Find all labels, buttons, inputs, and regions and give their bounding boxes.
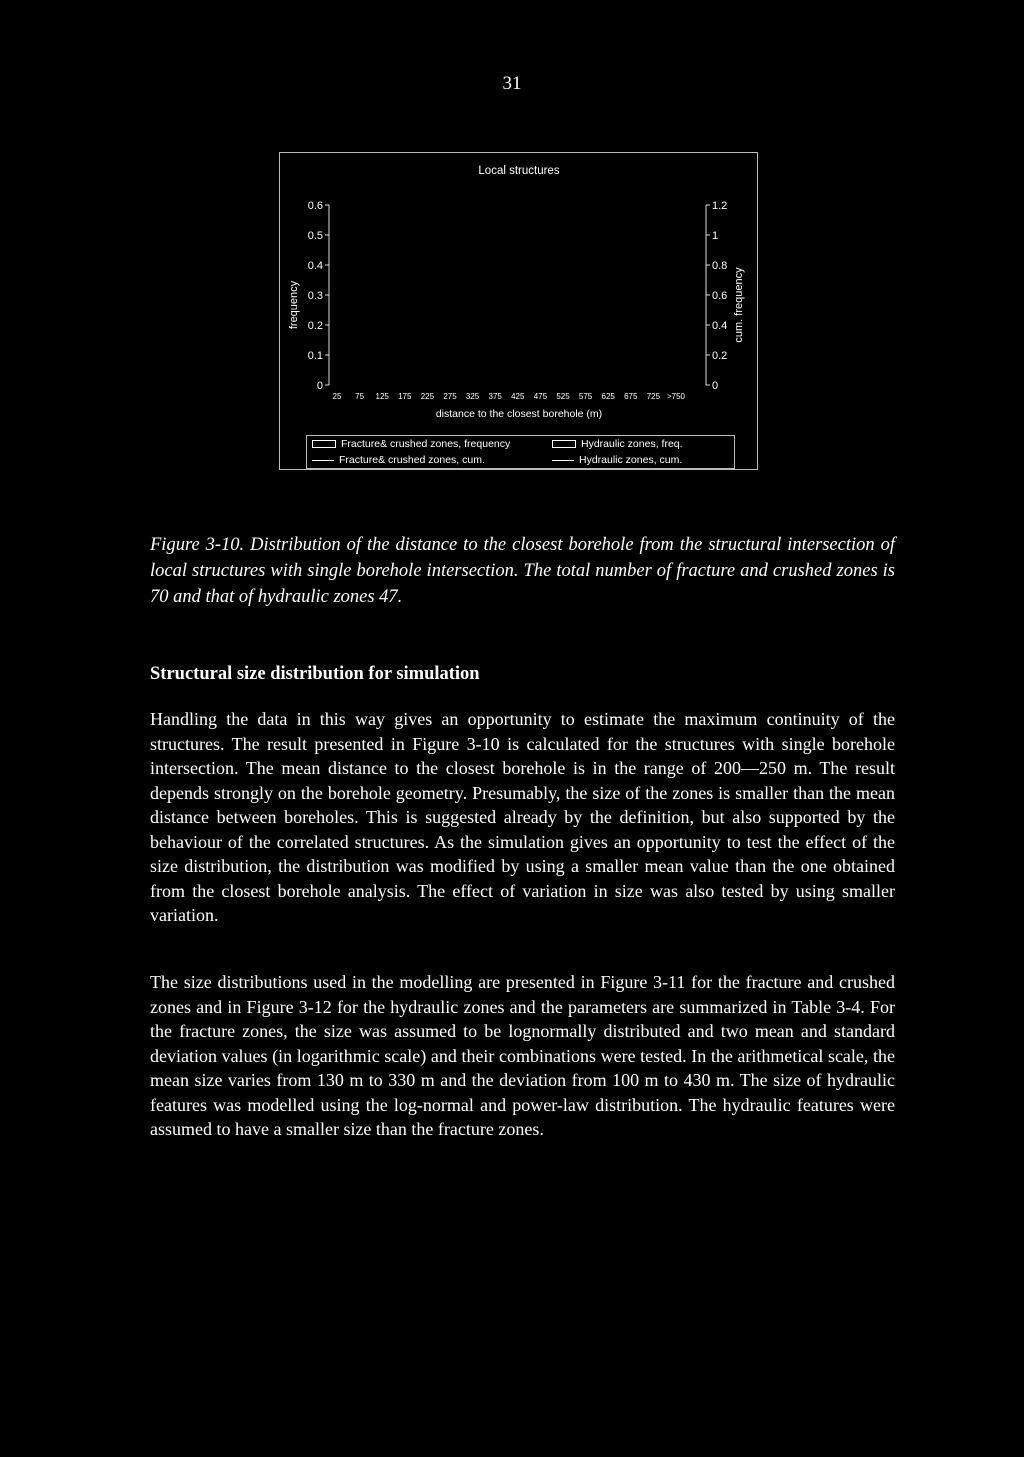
page-number: 31 — [502, 73, 522, 94]
body-paragraph: Handling the data in this way gives an opportunity to estimate the maximum continuity of the structures. The result presented in Figure 3-10 is calculated for the structures with single borehole intersection. The mean distance to the closest borehole is in the range of 200—250 m. The result depends strongly on the borehole geometry. Presumably, the size of the zones is smaller than the mean distance between boreholes. This is suggested already by the definition, but also supported by the behaviour of the correlated structures. As the simulation gives an opportunity to test the effect of the size distribution, the distribution was modified by using a smaller mean value than the one obtained from the closest borehole analysis. The effect of variation in size was also tested by using smaller variation. — [150, 709, 895, 925]
y2-tick-label: 0 — [712, 380, 719, 392]
x-tick-label: 675 — [624, 392, 638, 401]
chart-plot — [280, 153, 759, 471]
legend-item-fracture-frequency — [312, 438, 510, 450]
section-heading: Structural size distribution for simulation — [150, 664, 480, 684]
figure-caption: Figure 3-10. Distribution of the distance to the closest borehole from the structural intersection of local structures with single borehole intersection. The total number of fracture and crushed zones is 70 and that of hydraulic zones 47. — [150, 535, 895, 607]
y2-tick-label: 0.6 — [712, 290, 728, 302]
chart-legend — [306, 435, 735, 469]
y2-axis-label: cum. frequency — [733, 267, 745, 343]
legend-swatch-bar-icon — [552, 440, 576, 448]
y2-tick-label: 1.2 — [712, 200, 728, 212]
y-tick-label: 0 — [316, 380, 323, 392]
y2-tick-label: 1 — [712, 230, 719, 242]
legend-label: Fracture& crushed zones, cum. — [339, 454, 485, 466]
x-axis-label: distance to the closest borehole (m) — [435, 408, 603, 420]
x-tick-label: 225 — [420, 392, 435, 401]
x-tick-label: 325 — [465, 392, 480, 401]
x-tick-label: 125 — [375, 392, 389, 401]
legend-item-hydraulic-freq — [552, 438, 683, 450]
y-tick-label: 0.4 — [307, 260, 323, 272]
body-paragraph: The size distributions used in the modelling are presented in Figure 3-11 for the fracture and crushed zones and in Figure 3-12 for the hydraulic zones and the parameters are summarized in Table 3-4. For the fracture zones, the size was assumed to be lognormally distributed and two mean and standard deviation values (in logarithmic scale) and their combinations were tested. In the arithmetical scale, the mean size varies from 130 m to 330 m and the deviation from 100 m to 430 m. The size of hydraulic features was modelled using the log-normal and power-law distribution. The hydraulic features were assumed to have a smaller size than the fracture zones. — [150, 972, 895, 1139]
x-tick-label: 75 — [355, 392, 365, 401]
legend-swatch-line-icon — [552, 460, 574, 461]
y2-tick-label: 0.8 — [712, 260, 728, 272]
legend-label: Hydraulic zones, freq. — [581, 438, 683, 450]
x-tick-label: 525 — [556, 392, 570, 401]
legend-item-hydraulic-cum — [552, 454, 682, 466]
x-tick-label: 375 — [488, 392, 502, 401]
x-tick-label: 25 — [332, 392, 342, 401]
legend-swatch-bar-icon — [312, 440, 336, 448]
y2-tick-label: 0.2 — [712, 350, 728, 362]
y-tick-label: 0.1 — [307, 350, 323, 362]
legend-label: Fracture& crushed zones, frequency — [341, 438, 511, 450]
x-tick-label: 625 — [601, 392, 615, 401]
x-tick-label: >750 — [666, 392, 686, 401]
x-axis-ticks — [333, 392, 686, 401]
x-tick-label: 275 — [443, 392, 457, 401]
x-tick-label: 425 — [511, 392, 525, 401]
y2-axis-ticks — [706, 200, 727, 392]
y2-tick-label: 0.4 — [712, 320, 728, 332]
legend-swatch-line-icon — [312, 460, 334, 461]
y-tick-label: 0.6 — [307, 200, 323, 212]
y-tick-label: 0.2 — [307, 320, 323, 332]
legend-label: Hydraulic zones, cum. — [579, 454, 683, 466]
x-tick-label: 475 — [533, 392, 548, 401]
chart-figure — [279, 152, 758, 470]
x-tick-label: 575 — [578, 392, 593, 401]
y-axis-label: frequency — [288, 280, 300, 330]
x-tick-label: 175 — [398, 392, 412, 401]
y-axis-ticks — [308, 200, 329, 392]
legend-item-fracture-cum — [312, 454, 485, 466]
y-tick-label: 0.3 — [307, 290, 323, 302]
x-tick-label: 725 — [646, 392, 661, 401]
chart-title: Local structures — [478, 165, 560, 177]
y-tick-label: 0.5 — [307, 230, 323, 242]
